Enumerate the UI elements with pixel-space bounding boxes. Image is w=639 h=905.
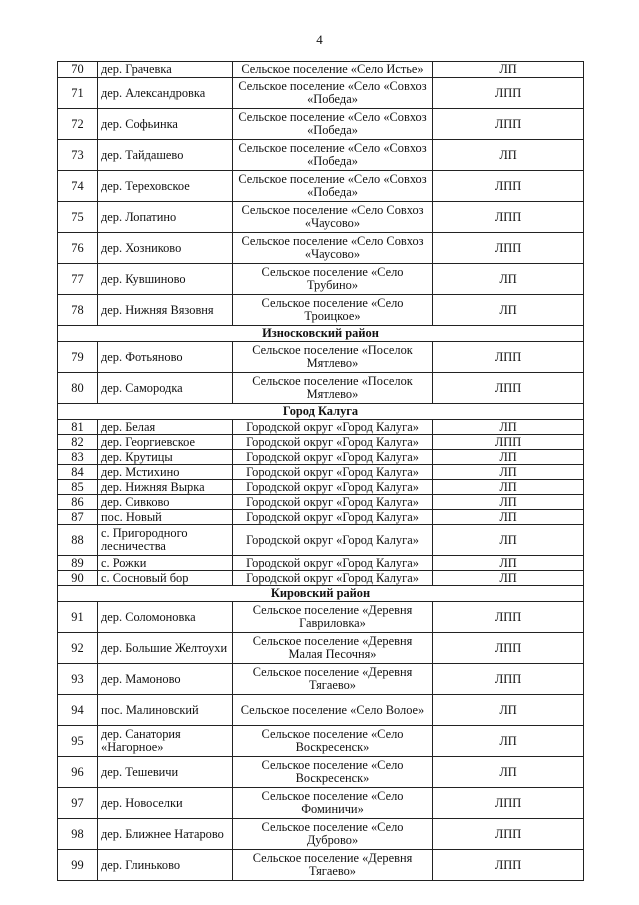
table-row bbox=[58, 850, 584, 881]
municipality: Сельское поселение «Село Воскресенск» bbox=[233, 757, 433, 788]
municipality: Сельское поселение «Село «Совхоз «Победа» bbox=[233, 78, 433, 109]
code-cell: ЛПП bbox=[433, 202, 584, 233]
table-row bbox=[58, 465, 584, 480]
table-row bbox=[58, 480, 584, 495]
table-row bbox=[58, 62, 584, 78]
code-cell: ЛП bbox=[433, 726, 584, 757]
table-row bbox=[58, 495, 584, 510]
section-title: Город Калуга bbox=[58, 404, 584, 420]
village-name: дер. Георгиевское bbox=[98, 435, 233, 450]
table-row bbox=[58, 525, 584, 556]
code-cell: ЛПП bbox=[433, 664, 584, 695]
code-cell: ЛП bbox=[433, 525, 584, 556]
municipality: Сельское поселение «Село Волое» bbox=[233, 695, 433, 726]
village-name: с. Сосновый бор bbox=[98, 571, 233, 586]
code-cell: ЛПП bbox=[433, 819, 584, 850]
row-number: 72 bbox=[58, 109, 98, 140]
table-row bbox=[58, 450, 584, 465]
village-name: дер. Мамоново bbox=[98, 664, 233, 695]
row-number: 97 bbox=[58, 788, 98, 819]
row-number: 77 bbox=[58, 264, 98, 295]
village-name: дер. Соломоновка bbox=[98, 602, 233, 633]
table-row bbox=[58, 664, 584, 695]
row-number: 85 bbox=[58, 480, 98, 495]
row-number: 98 bbox=[58, 819, 98, 850]
row-number: 80 bbox=[58, 373, 98, 404]
section-title: Кировский район bbox=[58, 586, 584, 602]
page-number: 4 bbox=[316, 32, 323, 47]
village-name: дер. Нижняя Вырка bbox=[98, 480, 233, 495]
table-row bbox=[58, 264, 584, 295]
village-name: дер. Хозниково bbox=[98, 233, 233, 264]
code-cell: ЛП bbox=[433, 264, 584, 295]
municipality: Городской округ «Город Калуга» bbox=[233, 556, 433, 571]
row-number: 70 bbox=[58, 62, 98, 78]
village-name: дер. Фотьяново bbox=[98, 342, 233, 373]
village-name: дер. Новоселки bbox=[98, 788, 233, 819]
village-name: дер. Санатория «Нагорное» bbox=[98, 726, 233, 757]
table-row bbox=[58, 435, 584, 450]
table-row bbox=[58, 78, 584, 109]
municipality: Городской округ «Город Калуга» bbox=[233, 465, 433, 480]
row-number: 86 bbox=[58, 495, 98, 510]
row-number: 76 bbox=[58, 233, 98, 264]
row-number: 92 bbox=[58, 633, 98, 664]
code-cell: ЛПП bbox=[433, 435, 584, 450]
municipality: Сельское поселение «Село «Совхоз «Победа» bbox=[233, 109, 433, 140]
code-cell: ЛП bbox=[433, 62, 584, 78]
code-cell: ЛПП bbox=[433, 788, 584, 819]
municipality: Сельское поселение «Поселок Мятлево» bbox=[233, 342, 433, 373]
village-name: пос. Новый bbox=[98, 510, 233, 525]
table-row bbox=[58, 757, 584, 788]
village-name: дер. Белая bbox=[98, 420, 233, 435]
municipality: Сельское поселение «Село Дуброво» bbox=[233, 819, 433, 850]
village-name: дер. Сивково bbox=[98, 495, 233, 510]
table-row bbox=[58, 342, 584, 373]
table-row bbox=[58, 726, 584, 757]
table-row bbox=[58, 140, 584, 171]
table-row bbox=[58, 788, 584, 819]
code-cell: ЛП bbox=[433, 295, 584, 326]
row-number: 81 bbox=[58, 420, 98, 435]
row-number: 88 bbox=[58, 525, 98, 556]
municipality: Городской округ «Город Калуга» bbox=[233, 510, 433, 525]
code-cell: ЛП bbox=[433, 757, 584, 788]
code-cell: ЛПП bbox=[433, 373, 584, 404]
row-number: 83 bbox=[58, 450, 98, 465]
table-row bbox=[58, 233, 584, 264]
section-header-row bbox=[58, 326, 584, 342]
municipality: Городской округ «Город Калуга» bbox=[233, 525, 433, 556]
row-number: 82 bbox=[58, 435, 98, 450]
settlements-table bbox=[57, 61, 584, 881]
code-cell: ЛПП bbox=[433, 850, 584, 881]
table-row bbox=[58, 571, 584, 586]
municipality: Сельское поселение «Село Трубино» bbox=[233, 264, 433, 295]
table-row bbox=[58, 556, 584, 571]
village-name: дер. Тешевичи bbox=[98, 757, 233, 788]
table-row bbox=[58, 420, 584, 435]
row-number: 87 bbox=[58, 510, 98, 525]
municipality: Сельское поселение «Село Троицкое» bbox=[233, 295, 433, 326]
municipality: Сельское поселение «Село Совхоз «Чаусово» bbox=[233, 202, 433, 233]
table-row bbox=[58, 510, 584, 525]
municipality: Сельское поселение «Деревня Тягаево» bbox=[233, 850, 433, 881]
municipality: Сельское поселение «Деревня Тягаево» bbox=[233, 664, 433, 695]
row-number: 84 bbox=[58, 465, 98, 480]
village-name: дер. Софьинка bbox=[98, 109, 233, 140]
table-row bbox=[58, 819, 584, 850]
code-cell: ЛП bbox=[433, 465, 584, 480]
code-cell: ЛП bbox=[433, 450, 584, 465]
table-row bbox=[58, 295, 584, 326]
village-name: дер. Нижняя Вязовня bbox=[98, 295, 233, 326]
village-name: дер. Самородка bbox=[98, 373, 233, 404]
municipality: Сельское поселение «Село Истье» bbox=[233, 62, 433, 78]
municipality: Сельское поселение «Село Фоминичи» bbox=[233, 788, 433, 819]
village-name: дер. Тереховское bbox=[98, 171, 233, 202]
row-number: 71 bbox=[58, 78, 98, 109]
row-number: 95 bbox=[58, 726, 98, 757]
table-row bbox=[58, 602, 584, 633]
code-cell: ЛП bbox=[433, 695, 584, 726]
code-cell: ЛП bbox=[433, 420, 584, 435]
municipality: Городской округ «Город Калуга» bbox=[233, 480, 433, 495]
code-cell: ЛП bbox=[433, 571, 584, 586]
code-cell: ЛП bbox=[433, 140, 584, 171]
village-name: дер. Лопатино bbox=[98, 202, 233, 233]
table-row bbox=[58, 695, 584, 726]
municipality: Сельское поселение «Село Воскресенск» bbox=[233, 726, 433, 757]
row-number: 75 bbox=[58, 202, 98, 233]
code-cell: ЛПП bbox=[433, 233, 584, 264]
municipality: Сельское поселение «Деревня Малая Песочня» bbox=[233, 633, 433, 664]
village-name: пос. Малиновский bbox=[98, 695, 233, 726]
municipality: Городской округ «Город Калуга» bbox=[233, 495, 433, 510]
code-cell: ЛПП bbox=[433, 78, 584, 109]
code-cell: ЛПП bbox=[433, 171, 584, 202]
code-cell: ЛПП bbox=[433, 633, 584, 664]
row-number: 94 bbox=[58, 695, 98, 726]
village-name: дер. Глиньково bbox=[98, 850, 233, 881]
village-name: с. Пригородного лесничества bbox=[98, 525, 233, 556]
village-name: дер. Кувшиново bbox=[98, 264, 233, 295]
village-name: с. Рожки bbox=[98, 556, 233, 571]
row-number: 91 bbox=[58, 602, 98, 633]
row-number: 79 bbox=[58, 342, 98, 373]
code-cell: ЛП bbox=[433, 556, 584, 571]
table-row bbox=[58, 633, 584, 664]
municipality: Городской округ «Город Калуга» bbox=[233, 450, 433, 465]
code-cell: ЛП bbox=[433, 495, 584, 510]
municipality: Сельское поселение «Поселок Мятлево» bbox=[233, 373, 433, 404]
table-row bbox=[58, 202, 584, 233]
code-cell: ЛП bbox=[433, 480, 584, 495]
municipality: Городской округ «Город Калуга» bbox=[233, 420, 433, 435]
municipality: Сельское поселение «Деревня Гавриловка» bbox=[233, 602, 433, 633]
village-name: дер. Тайдашево bbox=[98, 140, 233, 171]
row-number: 78 bbox=[58, 295, 98, 326]
row-number: 93 bbox=[58, 664, 98, 695]
village-name: дер. Большие Желтоухи bbox=[98, 633, 233, 664]
row-number: 89 bbox=[58, 556, 98, 571]
section-title: Износковский район bbox=[58, 326, 584, 342]
code-cell: ЛП bbox=[433, 510, 584, 525]
row-number: 99 bbox=[58, 850, 98, 881]
village-name: дер. Ближнее Натарово bbox=[98, 819, 233, 850]
village-name: дер. Александровка bbox=[98, 78, 233, 109]
code-cell: ЛПП bbox=[433, 602, 584, 633]
municipality: Городской округ «Город Калуга» bbox=[233, 435, 433, 450]
section-header-row bbox=[58, 586, 584, 602]
table-row bbox=[58, 109, 584, 140]
municipality: Сельское поселение «Село «Совхоз «Победа» bbox=[233, 140, 433, 171]
row-number: 96 bbox=[58, 757, 98, 788]
table-row bbox=[58, 171, 584, 202]
code-cell: ЛПП bbox=[433, 342, 584, 373]
village-name: дер. Грачевка bbox=[98, 62, 233, 78]
municipality: Городской округ «Город Калуга» bbox=[233, 571, 433, 586]
municipality: Сельское поселение «Село «Совхоз «Победа» bbox=[233, 171, 433, 202]
table-row bbox=[58, 373, 584, 404]
village-name: дер. Крутицы bbox=[98, 450, 233, 465]
section-header-row bbox=[58, 404, 584, 420]
row-number: 73 bbox=[58, 140, 98, 171]
village-name: дер. Мстихино bbox=[98, 465, 233, 480]
row-number: 74 bbox=[58, 171, 98, 202]
row-number: 90 bbox=[58, 571, 98, 586]
municipality: Сельское поселение «Село Совхоз «Чаусово» bbox=[233, 233, 433, 264]
code-cell: ЛПП bbox=[433, 109, 584, 140]
